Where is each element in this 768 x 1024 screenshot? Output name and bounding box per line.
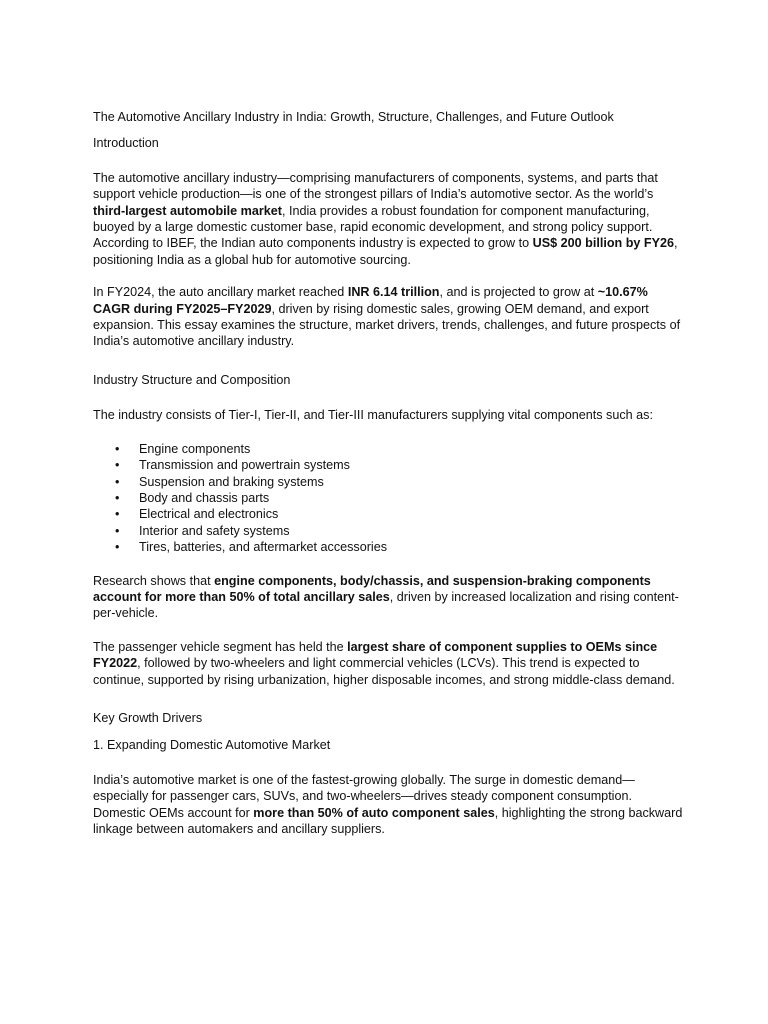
- intro-paragraph-2: In FY2024, the auto ancillary market reached INR 6.14 trillion, and is projected to grow at ~10.67% CAGR during FY2025–FY2029, driven by rising domestic sales, growing OEM demand, and export expansion. This essay examines the structure, market drivers, trends, challenges, and future prospects of India’s automotive ancillary industry.: [93, 285, 681, 349]
- bullet-icon: •: [115, 523, 120, 538]
- bullet-icon: •: [115, 441, 120, 456]
- list-item: • Engine components: [115, 441, 251, 456]
- document-title: The Automotive Ancillary Industry in India: Growth, Structure, Challenges, and Future Outlook: [93, 110, 614, 124]
- driver-1-paragraph: India’s automotive market is one of the fastest-growing globally. The surge in domestic demand—especially for passenger cars, SUVs, and two-wheelers—drives steady component consumption. Domestic OEMs account for more than 50% of auto component sales, highlighting the strong backward linkage between automakers and ancillary suppliers.: [93, 772, 683, 836]
- bullet-icon: •: [115, 458, 120, 473]
- bullet-icon: •: [115, 507, 120, 522]
- bullet-icon: •: [115, 474, 120, 489]
- intro-paragraph-1: The automotive ancillary industry—comprising manufacturers of components, systems, and parts that support vehicle production—is one of the strongest pillars of India’s automotive sector. As the world’s third-largest automobile market, India provides a robust foundation for component manufacturing, buoyed by a large domestic customer base, rapid economic development, and strong policy support. According to IBEF, the Indian auto components industry is expected to grow to US$ 200 billion by FY26, positioning India as a global hub for automotive sourcing.: [93, 170, 678, 267]
- drivers-heading: Key Growth Drivers: [93, 710, 203, 725]
- bullet-icon: •: [115, 490, 120, 505]
- structure-paragraph-2: Research shows that engine components, body/chassis, and suspension-braking components account for more than 50% of total ancillary sales, driven by increased localization and rising content-per-vehicle.: [93, 573, 679, 621]
- intro-heading: Introduction: [93, 136, 159, 151]
- list-item: • Body and chassis parts: [115, 490, 270, 505]
- list-item: • Tires, batteries, and aftermarket accessories: [115, 540, 388, 555]
- component-list: [93, 441, 683, 556]
- list-item: • Electrical and electronics: [115, 507, 279, 522]
- driver-1-heading: 1. Expanding Domestic Automotive Market: [93, 738, 331, 753]
- structure-paragraph-3: The passenger vehicle segment has held the largest share of component supplies to OEMs since FY2022, followed by two-wheelers and light commercial vehicles (LCVs). This trend is expected to continue, supported by rising urbanization, higher disposable incomes, and strong middle-class demand.: [93, 639, 675, 687]
- structure-paragraph-1: The industry consists of Tier-I, Tier-II, and Tier-III manufacturers supplying vital components such as:: [93, 408, 653, 423]
- document-body: [93, 109, 683, 837]
- bullet-icon: •: [115, 540, 120, 555]
- list-item: • Transmission and powertrain systems: [115, 458, 350, 473]
- list-item: • Interior and safety systems: [115, 523, 290, 538]
- structure-heading: Industry Structure and Composition: [93, 372, 291, 387]
- list-item: • Suspension and braking systems: [115, 474, 324, 489]
